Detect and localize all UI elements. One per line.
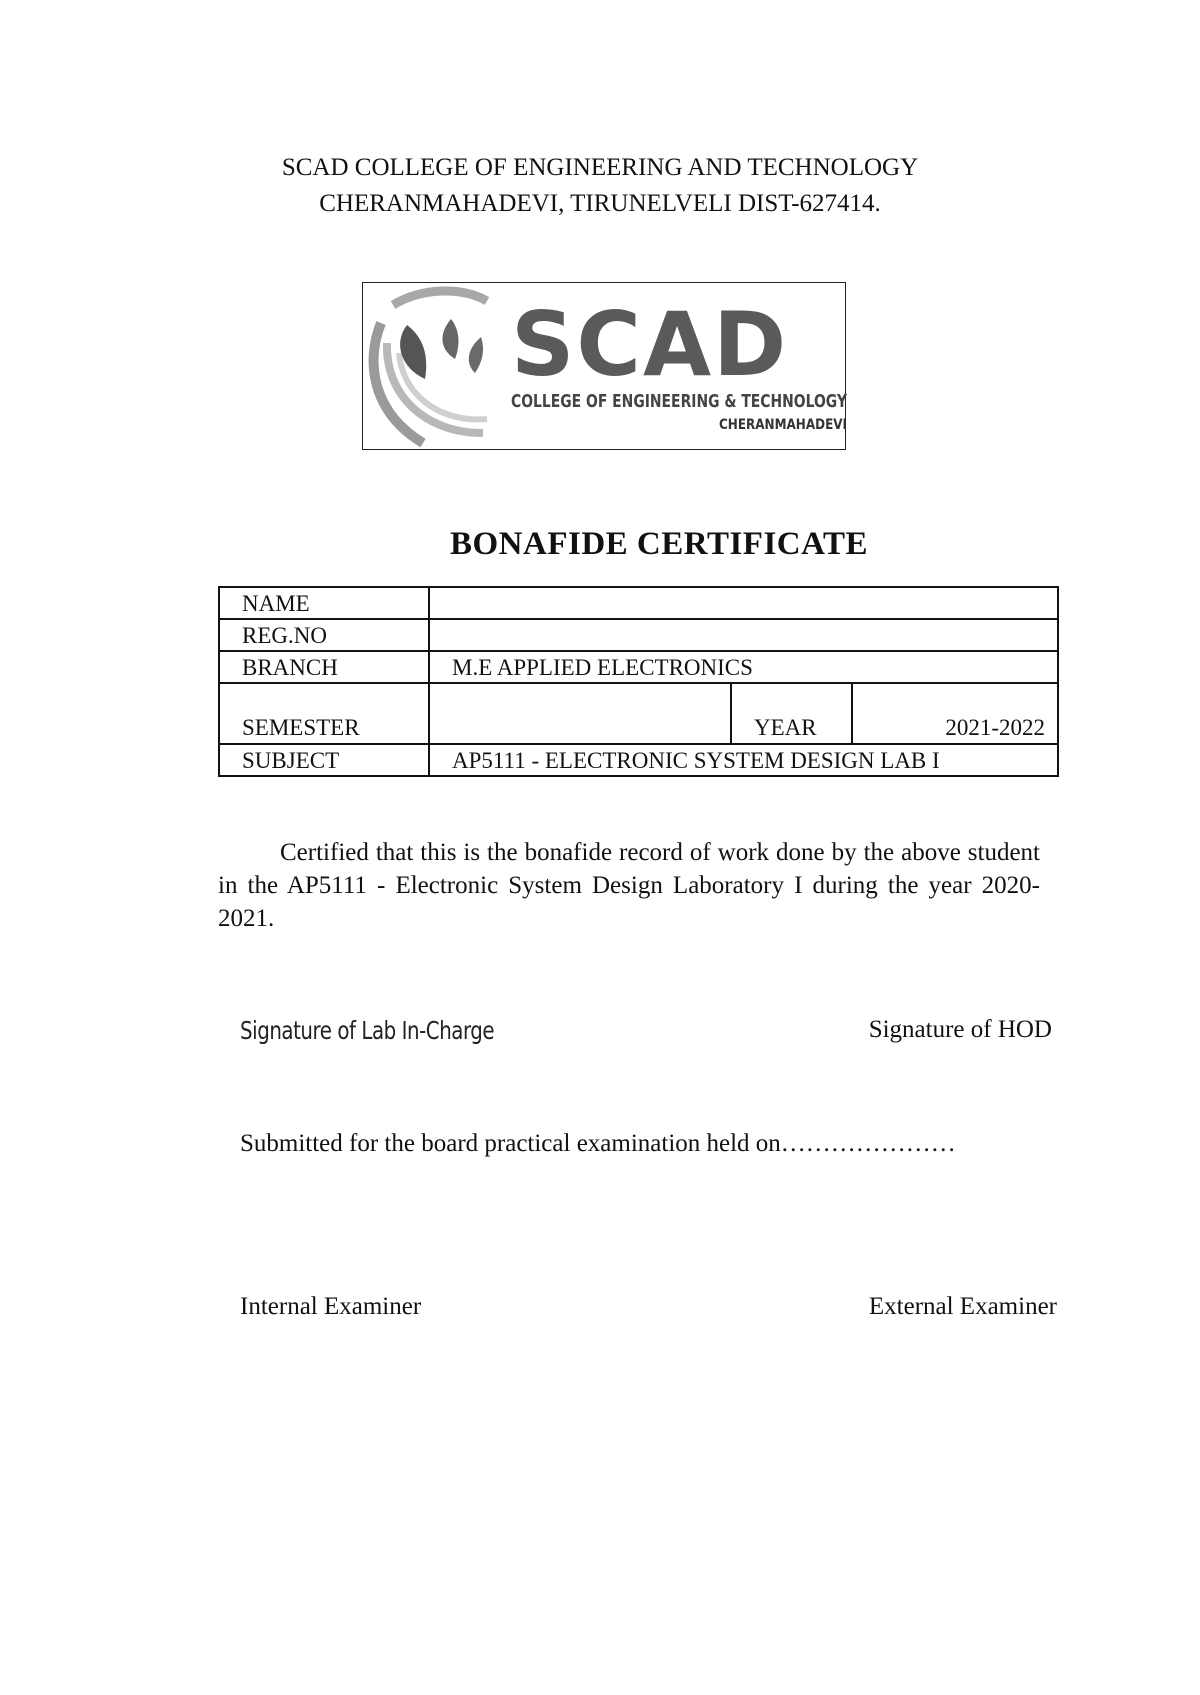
table-row: [219, 651, 1058, 683]
internal-examiner-label: Internal Examiner: [240, 1293, 422, 1320]
name-value: [429, 587, 1058, 619]
subject-value: AP5111 - ELECTRONIC SYSTEM DESIGN LAB I: [429, 744, 1058, 776]
semester-value: [429, 683, 731, 744]
branch-label: BRANCH: [219, 651, 429, 683]
college-header: [0, 150, 1200, 222]
college-address: CHERANMAHADEVI, TIRUNELVELI DIST-627414.: [319, 190, 881, 217]
table-row: [219, 744, 1058, 776]
logo-college-text: COLLEGE OF ENGINEERING & TECHNOLOGY: [511, 391, 848, 412]
external-examiner-label: External Examiner: [868, 1293, 1057, 1320]
student-info-table: [218, 586, 1059, 777]
logo-location-text: CHERANMAHADEVI: [719, 417, 847, 433]
certification-statement: Certified that this is the bonafide record of work done by the above student in the AP5111 - Electronic System Design Laboratory I during the year 2020-2021.: [218, 839, 1040, 932]
table-row: [219, 683, 1058, 744]
regno-label: REG.NO: [219, 619, 429, 651]
subject-label: SUBJECT: [219, 744, 429, 776]
regno-value: [429, 619, 1058, 651]
submission-line: Submitted for the board practical examination held on…………………: [240, 1130, 956, 1157]
semester-label: SEMESTER: [219, 683, 429, 744]
certificate-title: BONAFIDE CERTIFICATE: [450, 526, 869, 562]
table-row: [219, 619, 1058, 651]
logo-brand-text: SCAD: [511, 293, 789, 396]
name-label: NAME: [219, 587, 429, 619]
hod-signature-label: Signature of HOD: [868, 1016, 1052, 1043]
college-logo: [362, 282, 846, 450]
scad-logo-image: [363, 283, 847, 451]
college-name: SCAD COLLEGE OF ENGINEERING AND TECHNOLOGY: [281, 154, 919, 181]
year-value: 2021-2022: [852, 683, 1058, 744]
year-label: YEAR: [731, 683, 852, 744]
table-row: [219, 587, 1058, 619]
lab-incharge-signature-label: Signature of Lab In-Charge: [240, 1016, 495, 1045]
branch-value: M.E APPLIED ELECTRONICS: [429, 651, 1058, 683]
